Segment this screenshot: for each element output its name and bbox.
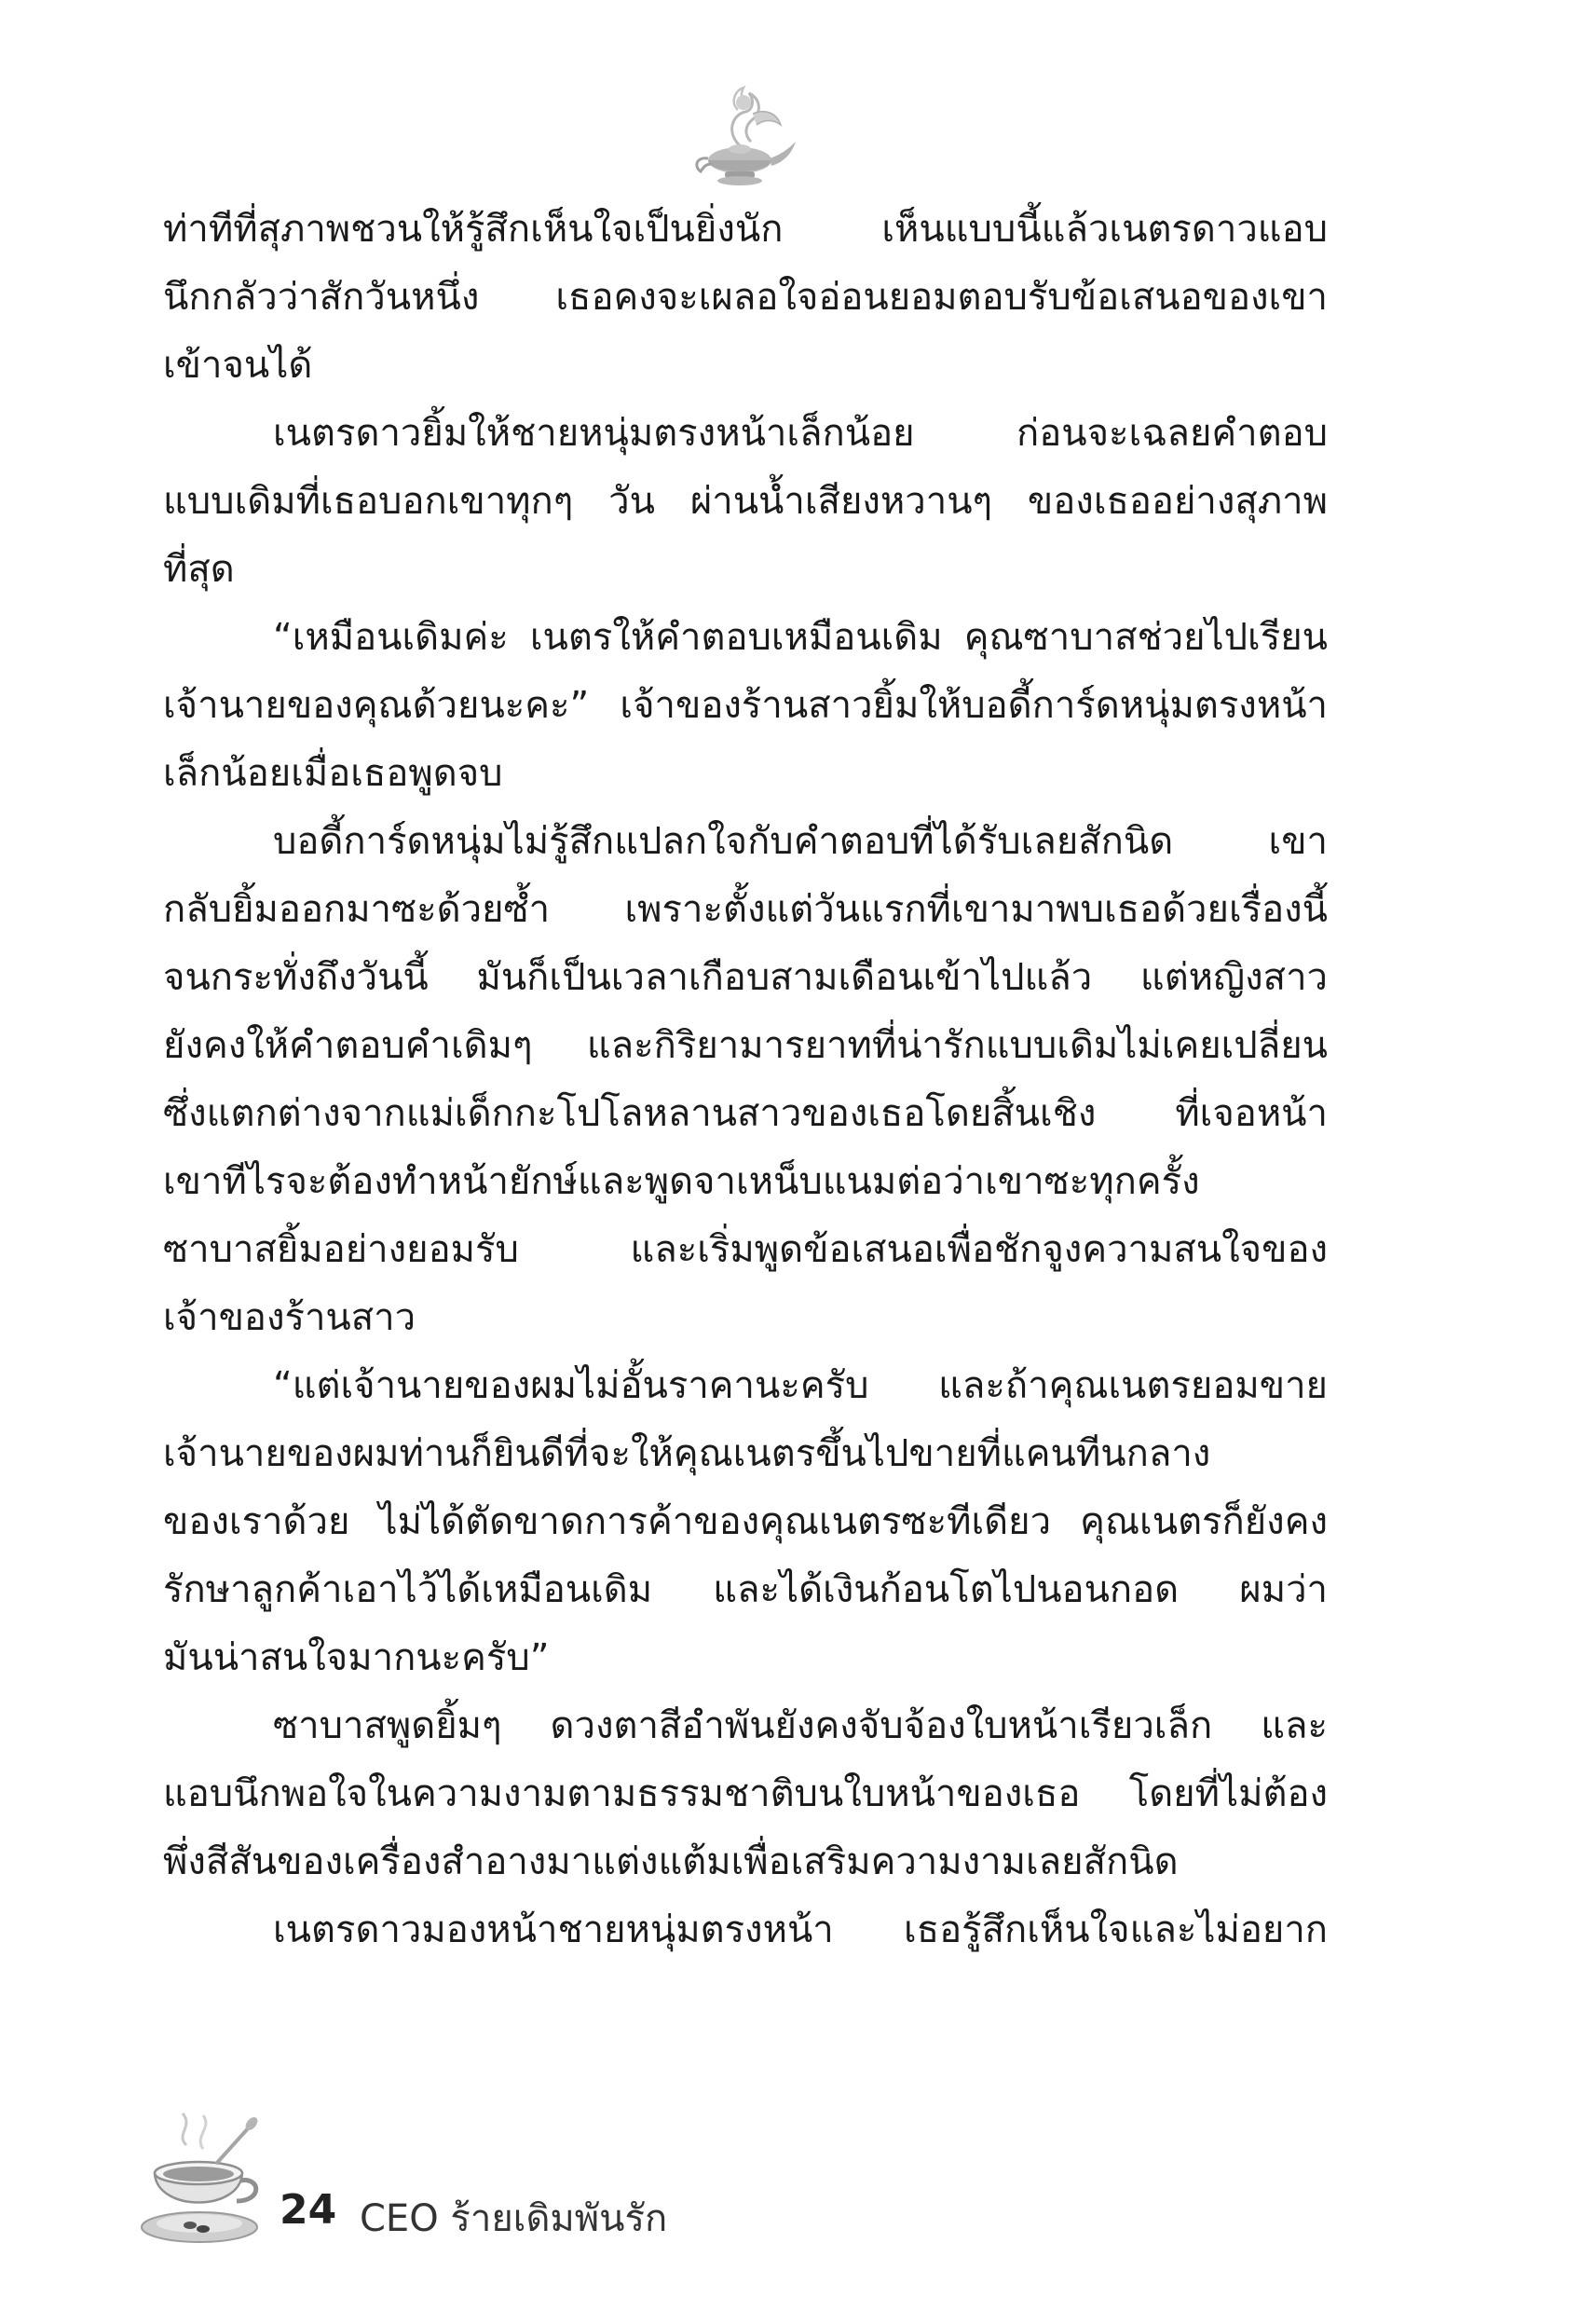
text-line: เจ้านายของผมท่านก็ยินดีที่จะให้คุณเนตรขึ้นไปขายที่แคนทีนกลาง (163, 1432, 1211, 1475)
text-line: รักษาลูกค้าเอาไว้ได้เหมือนเดิม และได้เงินก้อนโตไปนอนกอด ผมว่า (163, 1568, 1328, 1611)
text-line: ที่สุด (163, 548, 235, 591)
text-line: นึกกลัวว่าสักวันหนึ่ง เธอคงจะเผลอใจอ่อนยอมตอบรับข้อเสนอของเขา (163, 276, 1328, 319)
text-line: เล็กน้อยเมื่อเธอพูดจบ (163, 752, 503, 795)
text-line: เขาทีไรจะต้องทำหน้ายักษ์และพูดจาเหน็บแนมต่อว่าเขาซะทุกครั้ง (163, 1160, 1200, 1203)
text-line: แอบนึกพอใจในความงามตามธรรมชาติบนใบหน้าของเธอ โดยที่ไม่ต้อง (163, 1772, 1328, 1815)
text-line: ของเราด้วย ไม่ได้ตัดขาดการค้าของคุณเนตรซะทีเดียว คุณเนตรก็ยังคง (163, 1500, 1328, 1543)
genie-lamp-icon (688, 82, 799, 192)
text-line: เนตรดาวยิ้มให้ชายหนุ่มตรงหน้าเล็กน้อย ก่อนจะเฉลยคำตอบ (273, 412, 1328, 455)
chapter-body-text (163, 196, 1328, 1964)
text-line: บอดี้การ์ดหนุ่มไม่รู้สึกแปลกใจกับคำตอบที่ได้รับเลยสักนิด เขา (273, 820, 1328, 863)
coffee-cup-icon (138, 2108, 268, 2248)
text-line: ซาบาสพูดยิ้มๆ ดวงตาสีอำพันยังคงจับจ้องใบหน้าเรียวเล็ก และ (273, 1704, 1328, 1747)
text-line: พึ่งสีสันของเครื่องสำอางมาแต่งแต้มเพื่อเสริมความงามเลยสักนิด (163, 1840, 1179, 1883)
text-line: “เหมือนเดิมค่ะ เนตรให้คำตอบเหมือนเดิม คุณซาบาสช่วยไปเรียน (273, 616, 1328, 659)
text-line: ซาบาสยิ้มอย่างยอมรับ และเริ่มพูดข้อเสนอเพื่อชักจูงความสนใจของ (163, 1228, 1328, 1271)
text-line: แบบเดิมที่เธอบอกเขาทุกๆ วัน ผ่านน้ำเสียงหวานๆ ของเธออย่างสุภาพ (163, 480, 1328, 523)
page-number: 24 (280, 2186, 337, 2234)
text-line: เข้าจนได้ (163, 344, 313, 387)
text-line: ยังคงให้คำตอบคำเดิมๆ และกิริยามารยาทที่น่ารักแบบเดิมไม่เคยเปลี่ยน (163, 1024, 1328, 1067)
text-line: กลับยิ้มออกมาซะด้วยซ้ำ เพราะตั้งแต่วันแรกที่เขามาพบเธอด้วยเรื่องนี้ (163, 888, 1328, 931)
page-footer (138, 2108, 976, 2248)
text-line: ท่าทีที่สุภาพชวนให้รู้สึกเห็นใจเป็นยิ่งนัก เห็นแบบนี้แล้วเนตรดาวแอบ (163, 208, 1328, 251)
text-line: มันน่าสนใจมากนะครับ” (163, 1636, 550, 1679)
text-line: “แต่เจ้านายของผมไม่อั้นราคานะครับ และถ้าคุณเนตรยอมขาย (273, 1364, 1328, 1407)
text-line: เนตรดาวมองหน้าชายหนุ่มตรงหน้า เธอรู้สึกเห็นใจและไม่อยาก (273, 1908, 1328, 1951)
book-title: CEO ร้ายเดิมพันรัก (360, 2197, 668, 2240)
text-line: เจ้าของร้านสาว (163, 1296, 416, 1339)
text-line: จนกระทั่งถึงวันนี้ มันก็เป็นเวลาเกือบสามเดือนเข้าไปแล้ว แต่หญิงสาว (163, 956, 1328, 999)
text-line: เจ้านายของคุณด้วยนะคะ” เจ้าของร้านสาวยิ้มให้บอดี้การ์ดหนุ่มตรงหน้า (163, 684, 1328, 727)
text-line: ซึ่งแตกต่างจากแม่เด็กกะโปโลหลานสาวของเธอโดยสิ้นเชิง ที่เจอหน้า (163, 1092, 1328, 1135)
